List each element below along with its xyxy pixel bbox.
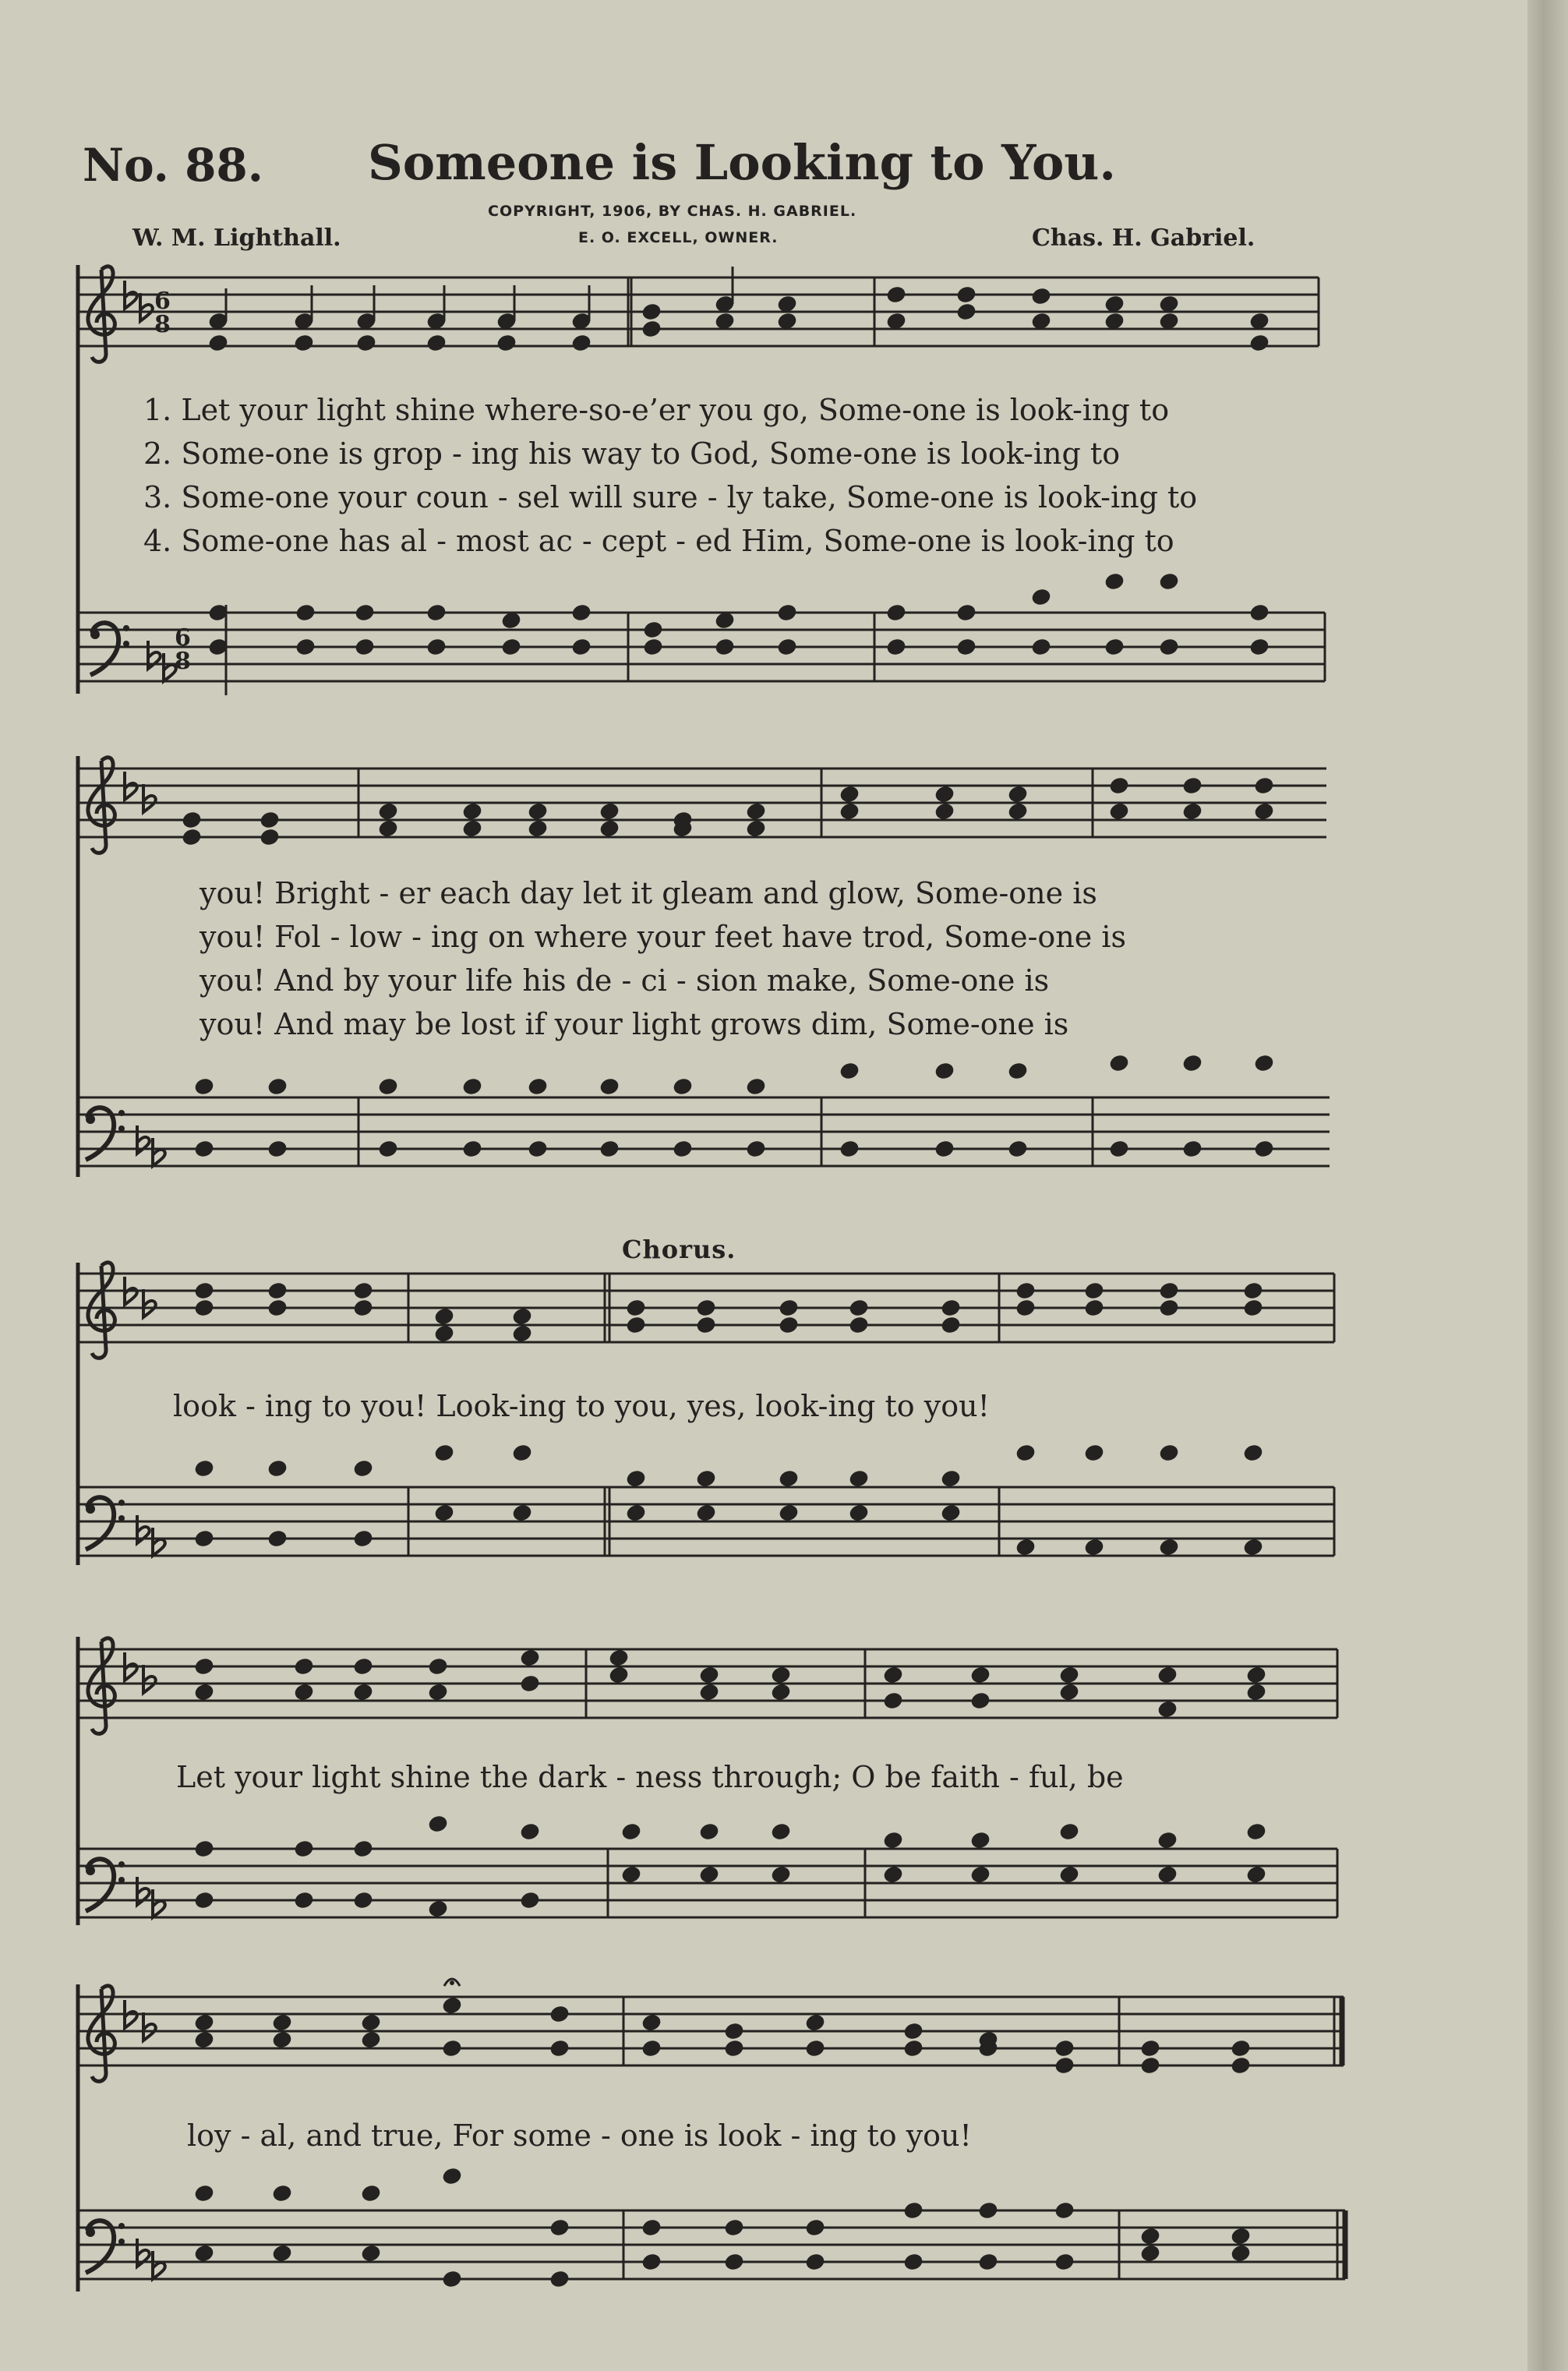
chorus-line-3: loy - al, and true, For some - one is look - ing to you! <box>187 2118 972 2153</box>
chorus-line-2: Let your light shine the dark - ness through; O be faith - ful, be <box>176 1760 1124 1794</box>
system-3-bass-staff <box>78 1487 1334 1556</box>
verse-1-line-2: you! Bright - er each day let it gleam and glow, Some-one is <box>200 876 1097 910</box>
svg-text:8: 8 <box>175 648 191 675</box>
owner-line: E. O. EXCELL, OWNER. <box>578 229 779 246</box>
verse-1-line-1: 1. Let your light shine where-so-e’er you go, Some-one is look-ing to <box>143 393 1170 427</box>
system-1-bass-staff <box>78 613 1325 681</box>
hymn-title: Someone is Looking to You. <box>368 134 1116 191</box>
system-2-bass-staff <box>78 1097 1330 1166</box>
verse-2-line-2: you! Fol - low - ing on where your feet have trod, Some-one is <box>200 920 1126 954</box>
lyricist: W. M. Lighthall. <box>132 224 341 252</box>
composer: Chas. H. Gabriel. <box>1032 224 1255 252</box>
verse-4-line-1: 4. Some-one has al - most ac - cept - ed Him, Some-one is look-ing to <box>143 524 1174 558</box>
hymn-number: No. 88. <box>83 139 263 192</box>
svg-text:8: 8 <box>154 311 171 338</box>
system-5-bass-staff <box>78 2210 1345 2279</box>
verse-4-line-2: you! And may be lost if your light grows dim, Some-one is <box>200 1007 1069 1041</box>
copyright-line: COPYRIGHT, 1906, BY CHAS. H. GABRIEL. <box>488 203 857 220</box>
chorus-line-1: look - ing to you! Look-ing to you, yes, look-ing to you! <box>173 1389 990 1423</box>
verse-2-line-1: 2. Some-one is grop - ing his way to God, Some-one is look-ing to <box>143 436 1121 471</box>
book-page-edge <box>1527 0 1568 2371</box>
system-4-bass-staff <box>78 1849 1337 1917</box>
chorus-label: Chorus. <box>622 1235 736 1264</box>
verse-3-line-2: you! And by your life his de - ci - sion make, Some-one is <box>200 963 1050 998</box>
verse-3-line-1: 3. Some-one your coun - sel will sure - ly take, Some-one is look-ing to <box>143 480 1198 514</box>
svg-text:6: 6 <box>175 624 191 652</box>
svg-text:6: 6 <box>154 288 171 315</box>
